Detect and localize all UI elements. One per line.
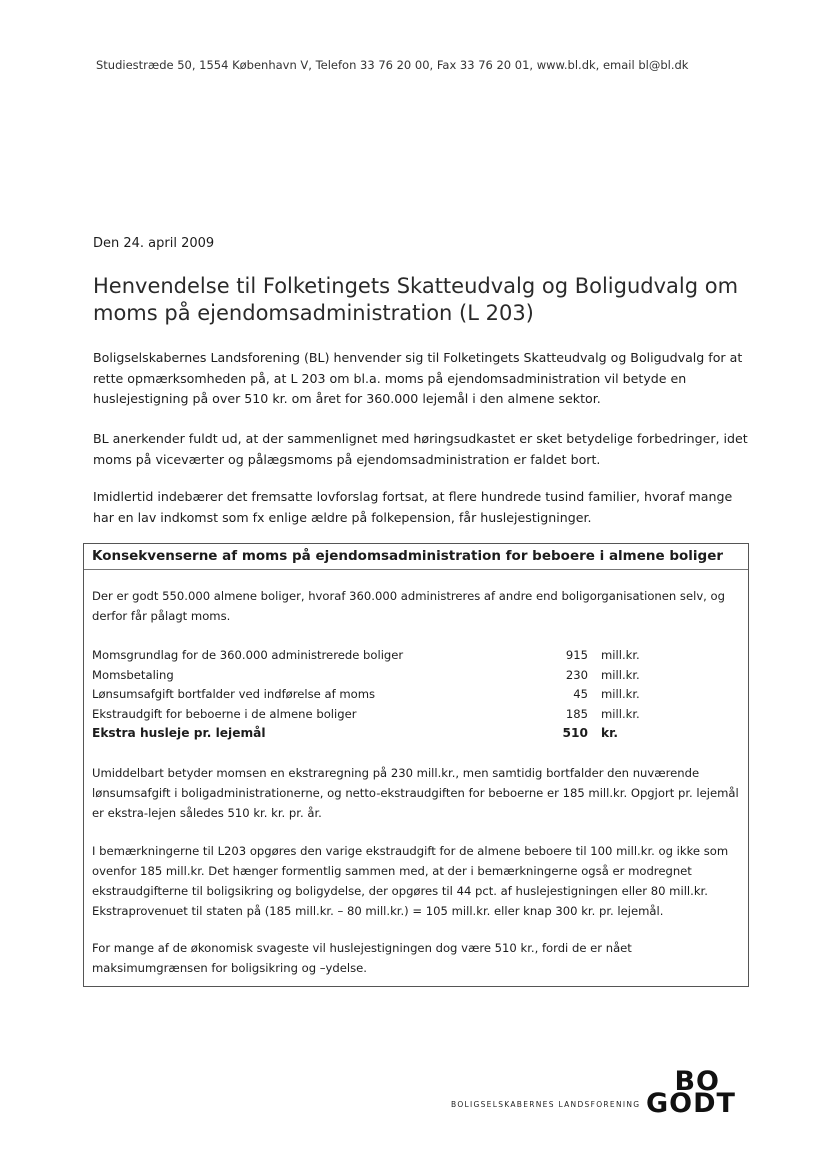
row-label: Ekstraudgift for beboerne i de almene boliger — [92, 706, 357, 721]
row-value: 185 — [565, 706, 588, 721]
row-label: Ekstra husleje pr. lejemål — [92, 726, 266, 740]
row-value: 230 — [565, 667, 588, 682]
document-title: Henvendelse til Folketingets Skatteudvalg og Boligudvalg om moms på ejendomsadministration (L 203) — [93, 274, 739, 325]
row-unit: mill.kr. — [601, 687, 640, 701]
box-title: Konsekvenserne af moms på ejendomsadministration for beboere i almene boliger — [92, 548, 724, 564]
row-unit: mill.kr. — [601, 648, 640, 662]
logo-text-bottom: GODT — [646, 1088, 736, 1119]
organization-name: BOLIGSELSKABERNES LANDSFORENING — [451, 1100, 641, 1109]
table-row — [92, 705, 652, 725]
table-total-row — [92, 724, 652, 744]
concern-paragraph: Imidlertid indebærer det fremsatte lovforslag fortsat, at flere hundrede tusind familier, hvoraf mange har en lav indkomst som fx enlige ældre på folkepension, får huslejestigninger. — [93, 489, 733, 525]
table-row — [92, 685, 652, 705]
row-unit: kr. — [601, 726, 619, 740]
box-intro: Der er godt 550.000 almene boliger, hvoraf 360.000 administreres af andre end boligorganisationen selv, og derfor får pålagt moms. — [92, 589, 726, 623]
letter-date: Den 24. april 2009 — [93, 236, 215, 251]
box-title-divider — [84, 569, 748, 570]
row-unit: mill.kr. — [601, 667, 640, 682]
acknowledgement-paragraph: BL anerkender fuldt ud, at der sammenlignet med høringsudkastet er sket betydelige forbedringer, idet moms på viceværter og pålægsmoms på ejendomsadministration er faldet bort. — [93, 431, 748, 467]
box-paragraph-remarks: I bemærkningerne til L203 opgøres den varige ekstraudgift for de almene beboere til 100 mill.kr. og ikke som ovenfor 185 mill.kr. Det hænger formentlig sammen med, at der i bemærkningerne også er modregnet ekstraudgifterne til boligsikring og boligydelse, der opgøres til 44 pct. af huslejestigningen eller 80 mill.kr. Ekstraprovenuet til staten på (185 mill.kr. – 80 mill.kr.) = 105 mill.kr. eller knap 300 kr. pr. lejemål. — [92, 844, 729, 918]
row-value: 45 — [573, 687, 588, 701]
row-label: Momsbetaling — [92, 667, 174, 682]
intro-paragraph: Boligselskabernes Landsforening (BL) henvender sig til Folketingets Skatteudvalg og Boligudvalg for at rette opmærksomheden på, at L 203 om bl.a. moms på ejendomsadministration vil betyde en huslejestigning på over 510 kr. om året for 360.000 lejemål i den almene sektor. — [93, 350, 743, 406]
cost-table — [92, 646, 652, 744]
table-row — [92, 666, 652, 686]
box-paragraph-extra-bill: Umiddelbart betyder momsen en ekstraregning på 230 mill.kr., men samtidig bortfalder den nuværende lønsumsafgift i boligadministrationerne, og netto-ekstraudgiften for beboerne er 185 mill.kr. Opgjort pr. lejemål er ekstra-lejen således 510 kr. kr. pr. år. — [92, 766, 739, 820]
row-value: 510 — [562, 726, 588, 740]
row-label: Momsgrundlag for de 360.000 administrerede boliger — [92, 648, 404, 662]
row-value: 915 — [565, 648, 588, 662]
row-label: Lønsumsafgift bortfalder ved indførelse af moms — [92, 687, 376, 701]
table-row — [92, 646, 652, 666]
box-paragraph-weakest: For mange af de økonomisk svageste vil huslejestigningen dog være 510 kr., fordi de er nået maksimumgrænsen for boligsikring og –ydelse. — [92, 941, 632, 975]
logo-text-top: BO — [674, 1066, 720, 1097]
letterhead-address: Studiestræde 50, 1554 København V, Telefon 33 76 20 00, Fax 33 76 20 01, www.bl.dk, email bl@bl.dk — [96, 58, 689, 72]
consequences-box — [83, 543, 749, 987]
row-unit: mill.kr. — [601, 706, 640, 721]
